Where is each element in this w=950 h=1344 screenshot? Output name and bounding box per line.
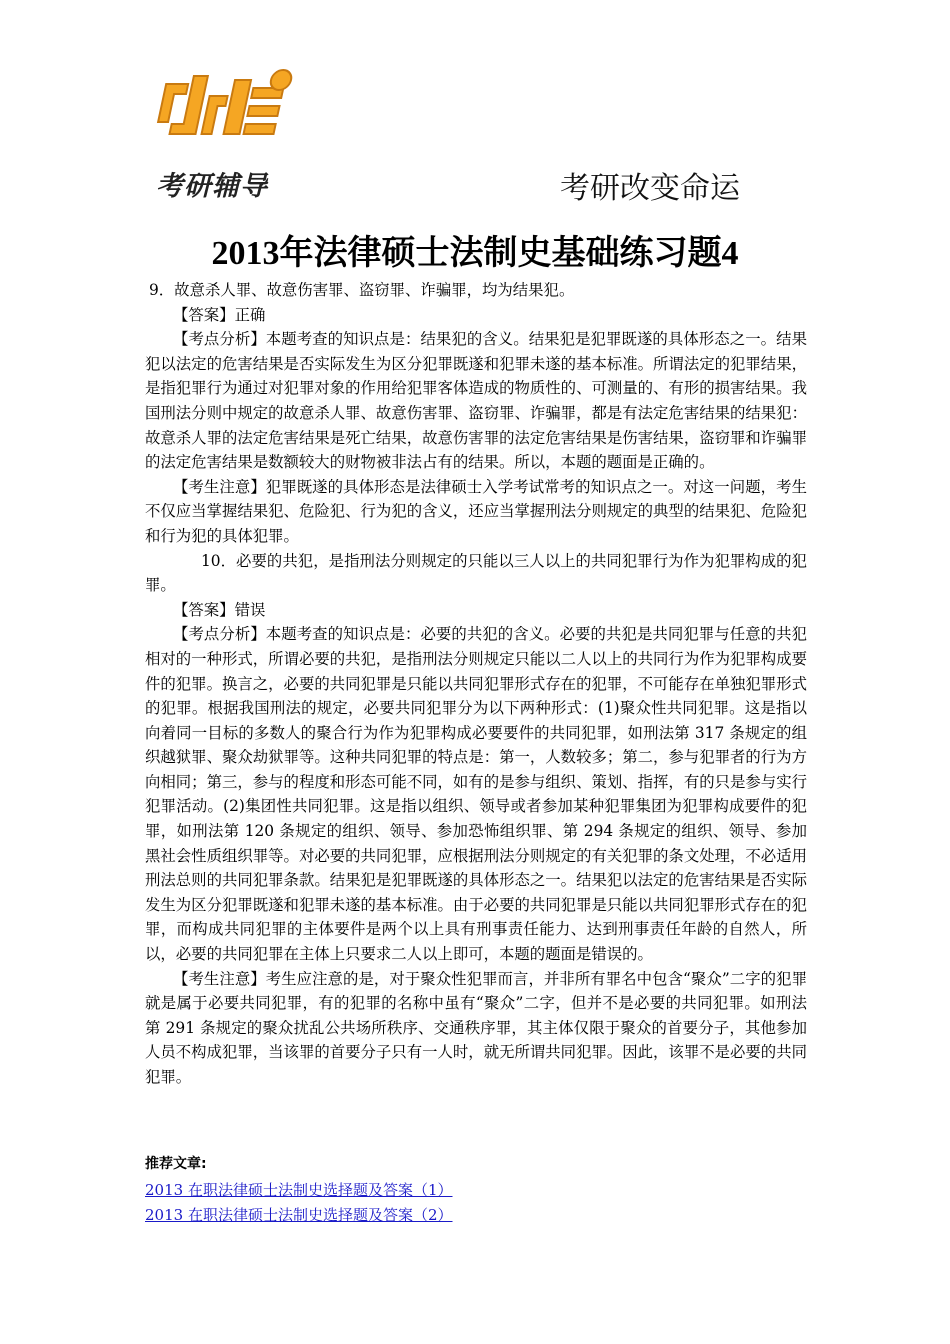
analysis-10: 【考点分析】本题考查的知识点是：必要的共犯的含义。必要的共犯是共同犯罪与任意的共犯相对的一种形式，所谓必要的共犯，是指刑法分则规定只能以二人以上的共同行为作为犯罪构成要件的犯罪。换言之，必要的共同犯罪是只能以共同犯罪形式存在的犯罪，不可能存在单独犯罪形式的犯罪。根据我国刑法的规定，必要共同犯罪分为以下两种形式：(1)聚众性共同犯罪。这是指以向着同一目标的多数人的聚合行为作为犯罪构成必要要件的共同犯罪，如刑法第 317 条规定的组织越狱罪、聚众劫狱罪等。这种共同犯罪的特点是：第一，人数较多；第二，参与犯罪者的行为方向相同；第三，参与的程度和形态可能不同，如有的是参与组织、策划、指挥，有的只是参与实行犯罪活动。(2)集团性共同犯罪。这是指以组织、领导或者参加某种犯罪集团为犯罪构成要件的犯罪，如刑法第 120 条规定的组织、领导、参加恐怖组织罪、第 294 条规定的组织、领导、参加黑社会性质组织罪等。对必要的共同犯罪，应根据刑法分则规定的有关犯罪的条文处理，不必适用刑法总则的共同犯罪条款。结果犯是犯罪既遂的具体形态之一。结果犯以法定的危害结果是否实际发生为区分犯罪既遂和犯罪未遂的基本标准。由于必要的共同犯罪是只能以共同犯罪形式存在的犯罪，而构成共同犯罪的主体要件是两个以上具有刑事责任能力、达到刑事责任年龄的自然人，所以，必要的共同犯罪在主体上只要求二人以上即可，本题的题面是错误的。 <box>145 625 807 964</box>
recommend-link-1[interactable]: 2013 在职法律硕士法制史选择题及答案（1） <box>145 1181 453 1199</box>
answer-9: 【答案】正确 <box>173 305 266 324</box>
note-10: 【考生注意】考生应注意的是，对于聚众性犯罪而言，并非所有罪名中包含“聚众”二字的犯罪就是属于必要共同犯罪，有的犯罪的名称中虽有“聚众”二字，但并不是必要的共同犯罪。如刑法第 291 条规定的聚众扰乱公共场所秩序、交通秩序罪，其主体仅限于聚众的首要分子，其他参加人员不构成犯罪，当该罪的首要分子只有一人时，就无所谓共同犯罪。因此，该罪不是必要的共同犯罪。 <box>145 969 807 1086</box>
page-title: 2013年法律硕士法制史基础练习题4 <box>211 235 739 272</box>
question-10: 10．必要的共犯，是指刑法分则规定的只能以三人以上的共同犯罪行为作为犯罪构成的犯罪。 <box>145 551 807 595</box>
recommend-link-2[interactable]: 2013 在职法律硕士法制史选择题及答案（2） <box>145 1206 453 1224</box>
logo-mark-icon <box>148 66 308 156</box>
analysis-9: 【考点分析】本题考查的知识点是：结果犯的含义。结果犯是犯罪既遂的具体形态之一。结果犯以法定的危害结果是否实际发生为区分犯罪既遂和犯罪未遂的基本标准。所谓法定的犯罪结果，是指犯罪行为通过对犯罪对象的作用给犯罪客体造成的物质性的、可测量的、有形的损害结果。我国刑法分则中规定的故意杀人罪、故意伤害罪、盗窃罪、诈骗罪，都是有法定危害结果的结果犯：故意杀人罪的法定危害结果是死亡结果，故意伤害罪的法定危害结果是伤害结果，盗窃罪和诈骗罪的法定危害结果是数额较大的财物被非法占有的结果。所以，本题的题面是正确的。 <box>145 330 807 472</box>
document-body <box>145 278 807 1090</box>
recommend-label: 推荐文章: <box>145 1156 207 1172</box>
header-slogan: 考研改变命运 <box>560 171 740 206</box>
note-9: 【考生注意】犯罪既遂的具体形态是法律硕士入学考试常考的知识点之一。对这一问题，考生不仅应当掌握结果犯、危险犯、行为犯的含义，还应当掌握刑法分则规定的典型的结果犯、危险犯和行为犯的具体犯罪。 <box>145 477 807 545</box>
question-9: 9．故意杀人罪、故意伤害罪、盗窃罪、诈骗罪，均为结果犯。 <box>149 281 575 299</box>
answer-10: 【答案】错误 <box>173 600 266 619</box>
logo-subtitle: 考研辅导 <box>156 171 268 202</box>
kaicheng-logo <box>148 66 308 202</box>
